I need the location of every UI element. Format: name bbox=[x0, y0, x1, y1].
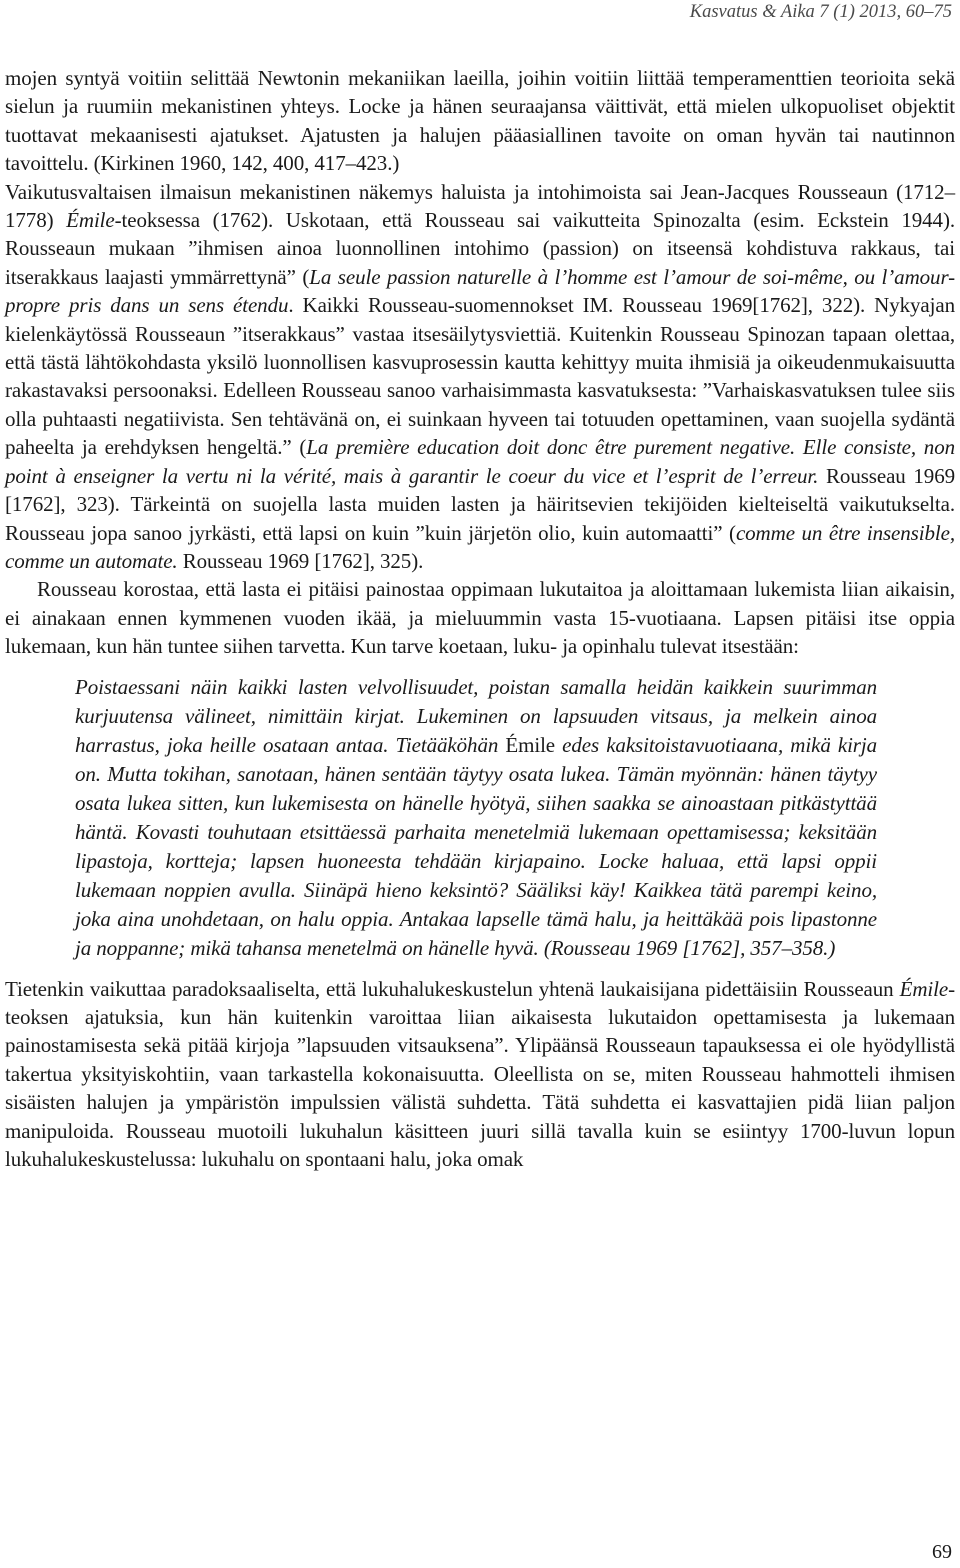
french-quotation: La seule passion naturelle à l’homme est l’amour de soi-même, ou l’amour-propre pris dans un sens étendu bbox=[5, 264, 955, 318]
book-title-emile: Émile bbox=[66, 208, 115, 233]
paragraph-text: Rousseau 1969 [1762], 323). Tärkeintä on suojella lasta muiden lasten ja häiritsevien tekijöiden kielteiseltä vaikutukselta. Rousseau jopa sanoo jyrkästi, että lapsi on kuin ”kuin järjetön olio, kuin automaatti” ( bbox=[5, 463, 956, 545]
book-title-emile: Émile bbox=[899, 976, 949, 1001]
page-number: 69 bbox=[932, 1541, 952, 1563]
quote-text: edes kaksitoistavuotiaana, mikä kirja on. Mutta tokihan, sanotaan, hänen sentään täytyy osata lukea. Tämän myönnän: hänen täytyy osata lukea sitten, kun lukemisesta on hänelle hyötyä, siihen saakka se ainoastaan pitkästyttää häntä. Kovasti touhutaan etsittäessä parhaita menetelmiä lukemaan opettamisessa; keksitään lipastoja, kortteja; lapsen huoneesta tehdään kirjapaino. Locke haluaa, että lapsi oppii lukemaan noppien avulla. Siinäpä hieno keksintö? Sääliksi käy! Kaikkea tätä parempi keino, joka aina unohdetaan, on halu oppia. Antakaa lapselle tämä halu, ja heittäkää pois lipastonne ja noppanne; mikä tahansa menetelmä on hänelle hyvä. (Rousseau 1969 [1762], 357–358.) bbox=[75, 732, 878, 960]
article-body bbox=[5, 64, 955, 1173]
french-quotation: La première education doit donc être purement negative. Elle consiste, non point à enseigner la vertu ni la vérité, mais à garantir le coeur du vice et l’esprit de l’erreur. bbox=[5, 435, 955, 488]
running-header: Kasvatus & Aika 7 (1) 2013, 60–75 bbox=[689, 2, 952, 22]
paragraph-text: Rousseau korostaa, että lasta ei pitäisi painostaa oppimaan lukutaitoa ja aloittamaan lukemista liian aikaisin, ei ainakaan ennen kymmenen vuoden ikää, ja mieluummin vasta 15-vuotiaana. Lapsen pitäisi itse oppia lukemaan, kun hän tuntee siihen tarvetta. Kun tarve koetaan, luku- ja opinhalu tulevat itsestään: bbox=[5, 577, 955, 659]
book-title-emile: Émile bbox=[505, 732, 556, 757]
paragraph bbox=[5, 575, 955, 660]
paragraph-text: mojen syntyä voitiin selittää Newtonin mekaniikan laeilla, joihin voitiin liittää temperamenttien teorioita sekä sielun ja ruumiin mekanistinen yhteys. Locke ja hänen seuraajansa väittivät, että mielen ulkopuoliset objektit tuottavat mekaanisesti ajatukset. Ajatusten ja halujen pääasiallinen tavoite on oman hyvän tai nautinnon tavoittelu. (Kirkinen 1960, 142, 400, 417–423.) bbox=[5, 66, 955, 176]
paragraph-text: . Kaikki Rousseau-suomennokset IM. Rousseau 1969[1762], 322). Nykyajan kielenkäytössä Rousseaun ”itserakkaus” vastaa itsesäilytysviettiä. Kuitenkin Rousseau Spinozan tapaan olettaa, että tästä lähtökohdasta yksilö luonnollisen kasvuprosessin kautta kehittyy muita ihmisiä ja oikeudenmukaisuutta rakastavaksi persoonaksi. Edelleen Rousseau sanoo varhaisimmasta kasvatuksesta: ”Varhaiskasvatuksen tulee siis olla puhtaasti negatiivista. Sen tehtävänä on, ei suinkaan hyveen tai totuuden opettaminen, vaan suojella sydäntä paheelta ja erehdyksen hengeltä.” ( bbox=[5, 293, 955, 460]
paragraph-text: Tietenkin vaikuttaa paradoksaaliselta, että lukuhalukeskustelun yhtenä laukaisijana pidettäisiin Rousseaun bbox=[5, 976, 900, 1001]
paragraph bbox=[5, 178, 955, 576]
paragraph bbox=[5, 975, 955, 1174]
paragraph-text: -teoksen ajatuksia, kun hän kuitenkin varoittaa liian aikaisesta lukutaidon opettamisesta ja lukemaan painostamisesta sekä pitää kirjoja ”lapsuuden vitsauksena”. Ylipäänsä Rousseaun tapauksessa ei ole hyödyllistä takertua yksityiskohtiin, vaan tarkastella kokonaisuutta. Oleellista on se, miten Rousseau hahmotteli ihmisen sisäisten halujen ja ympäristön impulssien välistä suhdetta. Tätä suhdetta ei kasvattajien pidä liian paljon manipuloida. Rousseau muotoili lukuhalun käsitteen juuri sillä tavalla kuin se esiintyy 1700-luvun lopun lukuhalukeskustelussa: lukuhalu on spontaani halu, joka omak bbox=[5, 976, 955, 1171]
paragraph-text: -teoksessa (1762). Uskotaan, että Rousseau sai vaikutteita Spinozalta (esim. Eckstein 1944). Rousseaun mukaan ”ihmisen ainoa luonnollinen intohimo (passion) on itseensä kohdistuva rakkaus, tai itserakkaus laajasti ymmärrettynä” ( bbox=[5, 208, 955, 289]
paragraph-text: Rousseau 1969 [1762], 325). bbox=[177, 548, 424, 573]
quote-text: Poistaessani näin kaikki lasten velvollisuudet, poistan samalla heidän kaikkein suurimman kurjuutensa välineet, nimittäin kirjat. Lukeminen on lapsuuden vitsaus, ja melkein ainoa harrastus, joka heille osataan antaa. Tietääköhän bbox=[75, 674, 877, 757]
block-quote bbox=[75, 673, 877, 963]
paragraph bbox=[5, 64, 955, 178]
paragraph-text: Vaikutusvaltaisen ilmaisun mekanistinen näkemys haluista ja intohimoista sai Jean-Jacques Rousseaun (1712–1778) bbox=[5, 179, 955, 233]
french-quotation: comme un être insensible, comme un automate. bbox=[5, 520, 955, 573]
